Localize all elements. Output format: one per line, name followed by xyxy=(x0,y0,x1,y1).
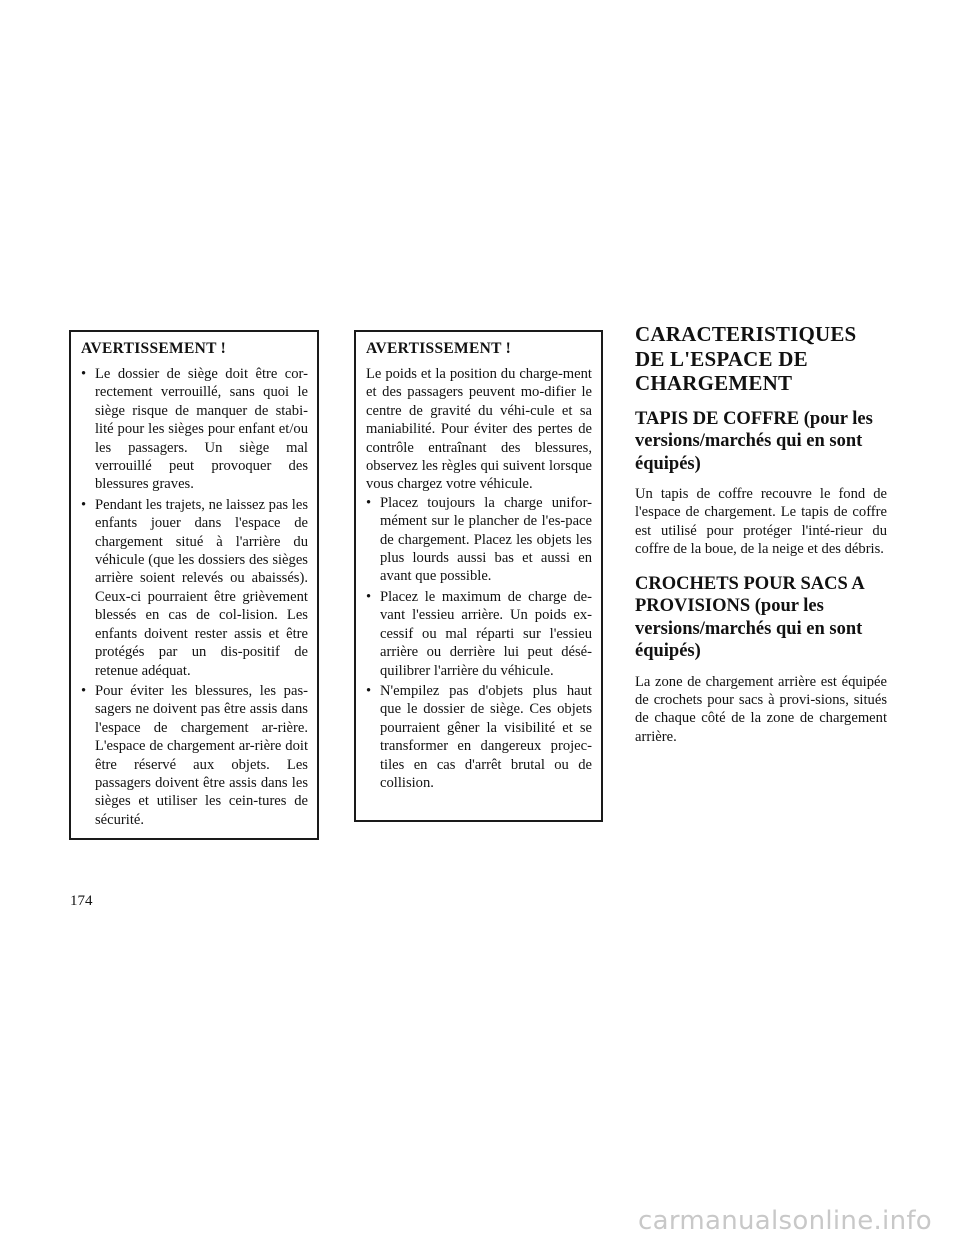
bullet-icon: • xyxy=(81,366,87,382)
warning-bullet-text: N'empilez pas d'objets plus haut que le dossier de siège. Ces objets pourraient gêner la visibilité et se transformer en dangereux projec-tiles en cas d'arrêt brutal ou de collision. xyxy=(380,682,592,791)
subsection-heading-cargo-mat: TAPIS DE COFFRE (pour les versions/marchés qui en sont équipés) xyxy=(635,408,873,474)
bullet-icon: • xyxy=(366,494,372,511)
warning-bullet-list xyxy=(81,365,308,829)
warning-title: AVERTISSEMENT ! xyxy=(81,340,227,357)
section-heading: CARACTERISTIQUES DE L'ESPACE DE CHARGEMENT xyxy=(635,322,857,395)
warning-bullet xyxy=(366,682,592,792)
warning-bullet-list xyxy=(366,494,592,793)
bullet-icon: • xyxy=(366,682,372,699)
subsection-heading-grocery-hooks: CROCHETS POUR SACS A PROVISIONS (pour les versions/marchés qui en sont équipés) xyxy=(635,573,864,662)
page-number: 174 xyxy=(70,893,93,909)
warning-intro-text: Le poids et la position du charge-ment et des passagers peuvent mo-difier le centre de gravité du véhi-cule et sa maniabilité. Pour éviter des pertes de contrôle entraînant des blessures, observez les règles qui suivent lorsque vous chargez votre véhicule. xyxy=(366,366,592,493)
warning-bullet xyxy=(81,496,308,680)
warning-box-seat-back xyxy=(69,330,319,840)
warning-bullet-text: Placez toujours la charge unifor-mément sur le plancher de l'es-pace de chargement. Placez les objets les plus lourds aussi bas et aussi en avant que possible. xyxy=(380,494,592,585)
cargo-section xyxy=(635,322,887,760)
subsection-text-grocery-hooks: La zone de chargement arrière est équipée de crochets pour sacs à provi-sions, situés de chaque côté de la zone de chargement arrière. xyxy=(635,673,887,745)
warning-title: AVERTISSEMENT ! xyxy=(366,340,512,357)
subsection-text-cargo-mat: Un tapis de coffre recouvre le fond de l'espace de chargement. Le tapis de coffre est utilisé pour protéger l'inté-rieur du coffre de la boue, de la neige et des débris. xyxy=(635,486,887,558)
warning-bullet-text: Pendant les trajets, ne laissez pas les enfants jouer dans l'espace de chargement situé à l'arrière du véhicule (que les dossiers des sièges arrière soient relevés ou abaissés). Ceux-ci pourraient être grièvement blessés en cas de col-lision. Les enfants doivent rester assis et être protégés par un dis-positif de retenue adéquat. xyxy=(95,496,308,679)
warning-bullet-text: Pour éviter les blessures, les pas-sagers ne doivent pas être assis dans l'espace de chargement ar-rière. L'espace de chargement ar-rière doit être réservé aux objets. Les passagers doivent être assis dans les sièges et utiliser les cein-tures de sécurité. xyxy=(95,682,308,828)
watermark: carmanualsonline.info xyxy=(638,1206,933,1236)
bullet-icon: • xyxy=(366,588,372,605)
warning-bullet-text: Le dossier de siège doit être cor-rectement verrouillé, sans quoi le siège risque de manquer de stabi-lité pour les sièges pour enfant et/ou les passagers. Un siège mal verrouillé peut provoquer des blessures graves. xyxy=(95,366,308,493)
warning-bullet xyxy=(366,588,592,680)
warning-box-load-weight xyxy=(354,330,603,822)
warning-bullet xyxy=(81,365,308,494)
warning-bullet xyxy=(81,682,308,829)
bullet-icon: • xyxy=(81,682,87,699)
warning-bullet xyxy=(366,494,592,586)
warning-bullet-text: Placez le maximum de charge de-vant l'essieu arrière. Un poids ex-cessif ou mal réparti sur l'essieu arrière ou derrière lui peut désé-quilibrer l'arrière du véhicule. xyxy=(380,588,592,679)
bullet-icon: • xyxy=(81,496,87,513)
